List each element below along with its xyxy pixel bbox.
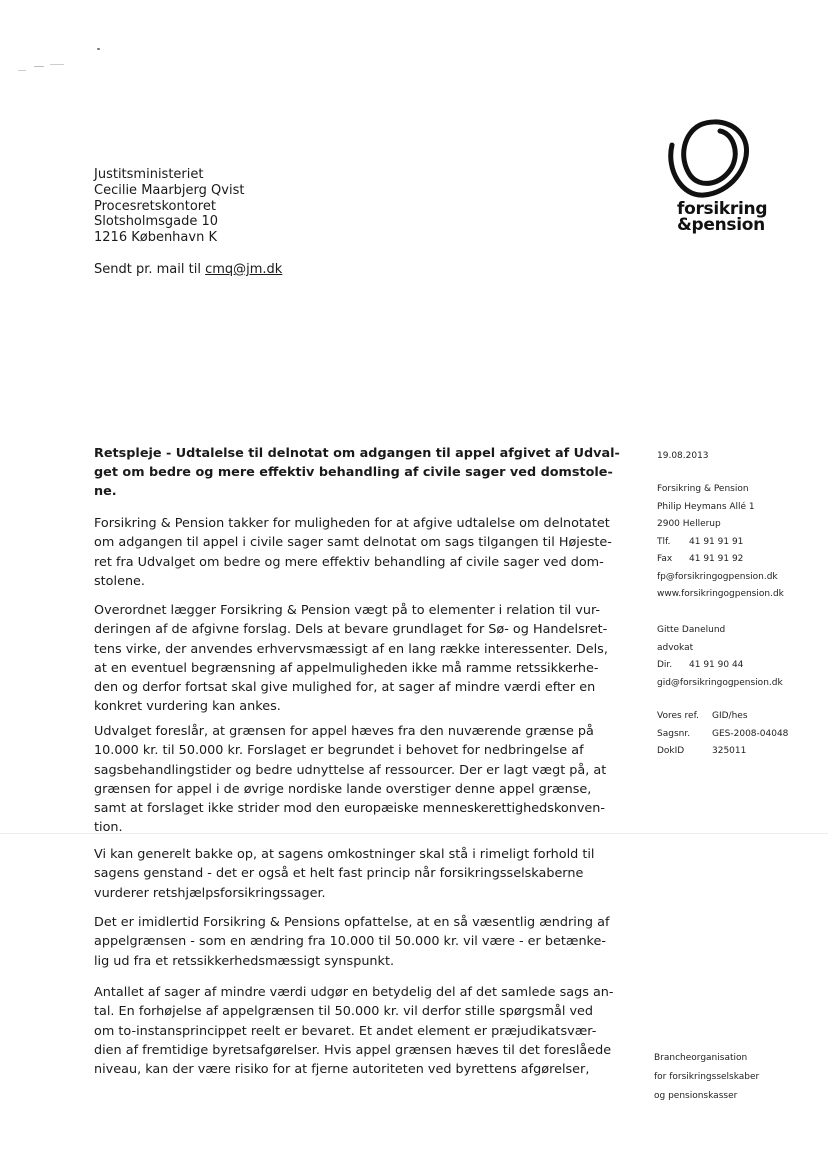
scan-artifact <box>97 48 100 50</box>
recipient-line: Procesretskontoret <box>94 198 216 214</box>
recipient-line: Slotsholmsgade 10 <box>94 214 219 230</box>
scan-artifact <box>50 64 64 65</box>
paragraph-line: tal. En forhøjelse af appelgrænsen til 50.000 kr. vil derfor stille spørgsmål ved <box>94 1004 594 1020</box>
ref-row <box>657 708 788 726</box>
sent-by-line <box>94 262 282 278</box>
scan-artifact <box>34 66 44 67</box>
paragraph-line: den og derfor fortsat skal give mulighed for, at sager af mindre værdi efter en <box>94 680 596 696</box>
paragraph-line: deringen af de afgivne forslag. Dels at bevare grundlaget for Sø- og Handelsret- <box>94 622 608 638</box>
paragraph-line: samt at forslaget ikke strider mod den europæiske menneskerettighedskonven- <box>94 801 606 817</box>
recipient-line: Cecilie Maarbjerg Qvist <box>94 182 245 198</box>
letter-date: 19.08.2013 <box>657 451 709 461</box>
paragraph-line: konkret vurdering kan ankes. <box>94 699 281 715</box>
contact-email: gid@forsikringogpension.dk <box>657 677 783 688</box>
contact-name: Gitte Danelund <box>657 625 726 635</box>
paragraph-line: Det er imidlertid Forsikring & Pensions opfattelse, at en så væsentlig ændring af <box>94 915 610 930</box>
paragraph-line: appelgrænsen - som en ændring fra 10.000 til 50.000 kr. vil være - er betænke- <box>94 934 607 950</box>
paragraph-line: sagens genstand - det er også et helt fast princip når forsikringsselskaberne <box>94 866 584 882</box>
paragraph-line: at en eventuel begrænsning af appelmuligheden ikke må ramme retssikkerhe- <box>94 660 599 676</box>
dir-label: Dir. <box>657 660 673 670</box>
phone-value: 41 91 91 91 <box>689 536 744 547</box>
org-city: 2900 Hellerup <box>657 519 721 529</box>
paragraph-line: ret fra Udvalget om bedre og mere effektiv behandling af civile sager ved dom- <box>94 554 604 570</box>
paragraph-line: 10.000 kr. til 50.000 kr. Forslaget er begrundet i behovet for nedbringelse af <box>94 743 584 759</box>
paragraph-line: grænsen for appel i de øvrige nordiske lande overstiger denne appel grænse, <box>94 781 592 797</box>
fax-value: 41 91 91 92 <box>689 554 744 564</box>
org-fax-row <box>657 551 784 569</box>
paragraph-line: tens virke, der anvendes erhvervsmæssigt af en lang række interessenter. Dels, <box>94 641 608 657</box>
paragraph-line: Vi kan generelt bakke op, at sagens omkostninger skal stå i rimeligt forhold til <box>94 847 595 862</box>
org-phone-row <box>657 534 784 552</box>
recipient-line: Justitsministeriet <box>94 167 204 182</box>
body-paragraph <box>94 601 624 717</box>
paragraph-line: dien af fremtidige byretsafgørelser. Hvis appel grænsen hæves til det foreslåede <box>94 1042 612 1058</box>
sent-by-prefix: Sendt pr. mail til <box>94 262 206 277</box>
ref-label: Vores ref. <box>657 711 699 721</box>
contact-dir-row <box>657 657 783 675</box>
sender-org-block <box>657 481 784 604</box>
paragraph-line: sagsbehandlingstider og bedre udnyttelse af ressourcer. Der er lagt vægt på, at <box>94 762 607 778</box>
ref-label: DokID <box>657 746 685 756</box>
paragraph-line: stolene. <box>94 573 145 589</box>
logo-text-line1: forsikring <box>677 199 768 219</box>
footer-line: og pensionskasser <box>654 1091 738 1101</box>
org-street: Philip Heymans Allé 1 <box>657 501 755 512</box>
subject-line: Retspleje - Udtalelse til delnotat om adgangen til appel afgivet af Udval- <box>94 446 620 461</box>
ref-value: 325011 <box>712 746 747 756</box>
subject-heading <box>94 444 634 501</box>
company-logo <box>660 115 770 240</box>
paragraph-line: tion. <box>94 820 123 836</box>
phone-label: Tlf. <box>657 536 671 547</box>
paragraph-line: om to-instansprincippet reelt er bevaret. Et andet element er præjudikatsvær- <box>94 1023 597 1039</box>
paragraph-line: vurderer retshjælpsforsikringssager. <box>94 885 326 901</box>
footer-line: Brancheorganisation <box>654 1053 748 1063</box>
fax-label: Fax <box>657 554 673 564</box>
dir-value: 41 91 90 44 <box>689 660 744 670</box>
body-paragraph <box>94 514 624 591</box>
recipient-line: 1216 København K <box>94 230 217 246</box>
org-email: fp@forsikringogpension.dk <box>657 571 778 582</box>
body-paragraph <box>94 913 624 971</box>
logo-ellipse-mark <box>660 115 760 203</box>
contact-block <box>657 622 783 692</box>
footer-tagline <box>654 1049 759 1106</box>
body-paragraph <box>94 983 624 1079</box>
paragraph-line: Forsikring & Pension takker for muligheden for at afgive udtalelse om delnotatet <box>94 516 610 531</box>
paragraph-line: lig ud fra et retssikkerhedsmæssigt synspunkt. <box>94 953 395 969</box>
reference-block <box>657 708 788 761</box>
contact-title: advokat <box>657 642 694 653</box>
org-web: www.forsikringogpension.dk <box>657 589 784 599</box>
email-link[interactable]: cmq@jm.dk <box>205 262 283 277</box>
paragraph-line: Antallet af sager af mindre værdi udgør en betydelig del af det samlede sags an- <box>94 985 614 1000</box>
ref-value: GID/hes <box>712 711 748 721</box>
body-paragraph <box>94 722 624 838</box>
ref-label: Sagsnr. <box>657 728 691 739</box>
footer-line: for forsikringsselskaber <box>654 1072 760 1082</box>
ref-row <box>657 726 788 744</box>
paragraph-line: niveau, kan der være risiko for at fjerne autoriteten ved byrettens afgørelser, <box>94 1062 590 1078</box>
recipient-address <box>94 167 244 246</box>
paragraph-line: om adgangen til appel i civile sager samt delnotat om sags tilgangen til Højeste- <box>94 535 612 551</box>
ref-value: GES-2008-04048 <box>712 728 789 739</box>
org-name: Forsikring & Pension <box>657 484 749 494</box>
body-paragraph <box>94 845 624 903</box>
paragraph-line: Udvalget foreslår, at grænsen for appel hæves fra den nuværende grænse på <box>94 724 594 739</box>
paragraph-line: Overordnet lægger Forsikring & Pension vægt på to elementer i relation til vur- <box>94 603 601 618</box>
ref-row <box>657 743 788 761</box>
subject-line: get om bedre og mere effektiv behandling af civile sager ved domstole- <box>94 465 613 480</box>
subject-line: ne. <box>94 484 117 499</box>
scan-artifact <box>18 70 26 71</box>
logo-text-line2: &pension <box>677 215 765 235</box>
